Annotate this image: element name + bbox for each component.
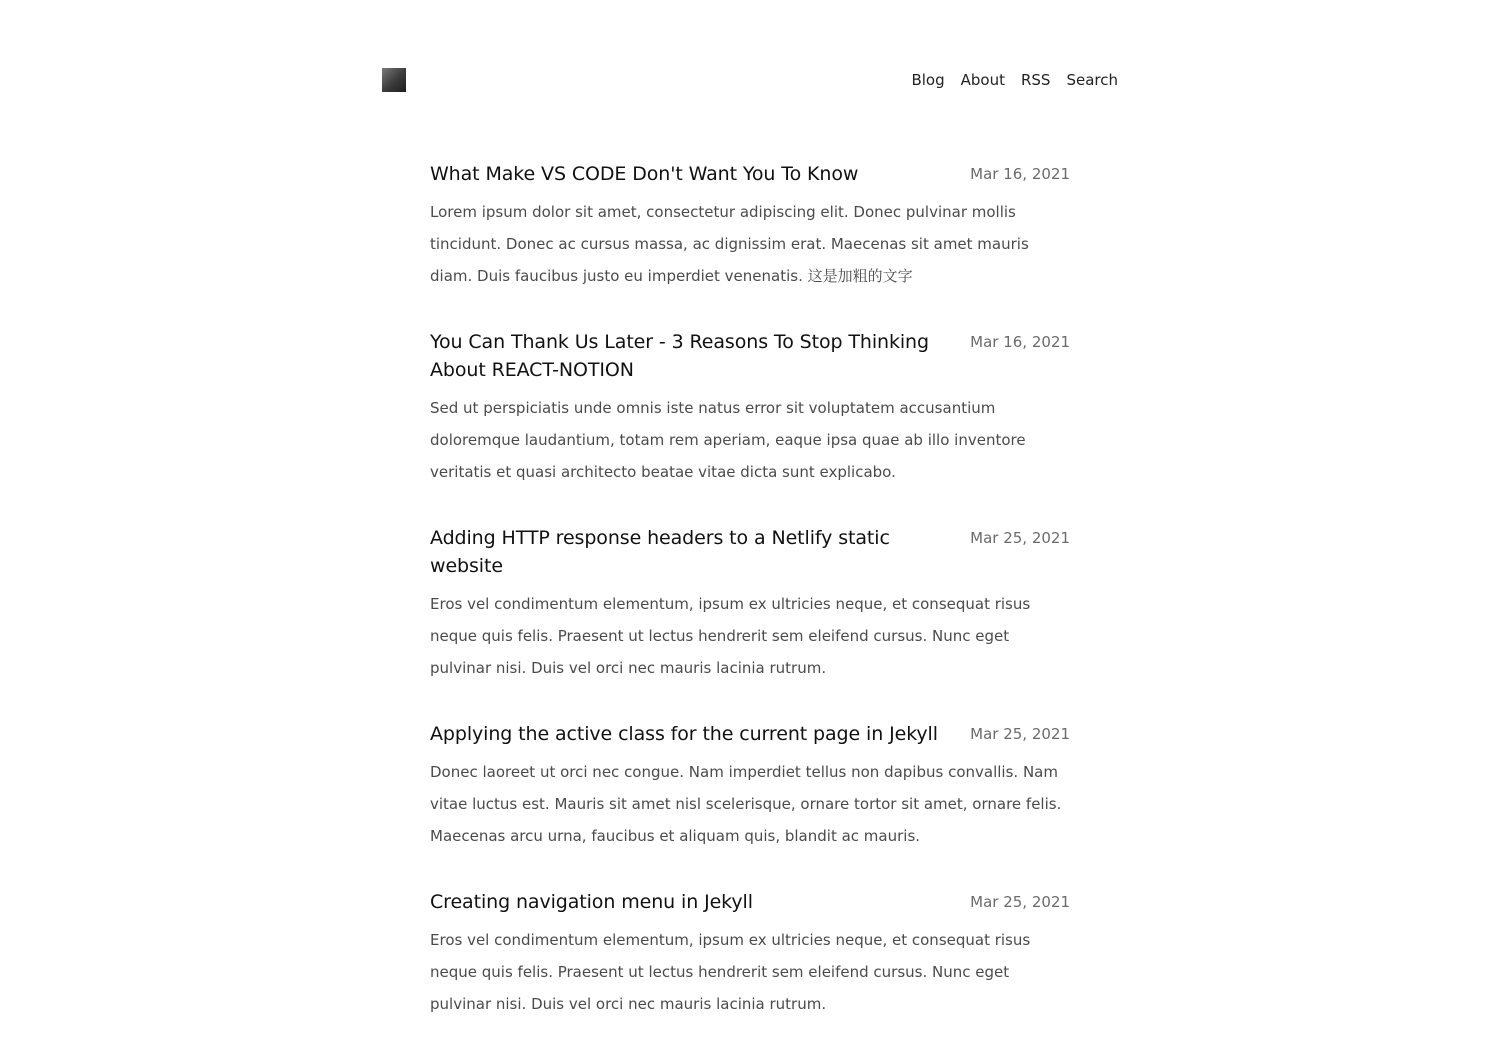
nav-rss-link[interactable]: RSS: [1020, 71, 1051, 89]
post-item: [430, 524, 1070, 684]
site-logo[interactable]: [382, 68, 406, 92]
post-header: [430, 524, 1070, 580]
post-title-link[interactable]: You Can Thank Us Later - 3 Reasons To Stop Thinking About REACT-NOTION: [430, 331, 929, 381]
post-date: Mar 16, 2021: [970, 333, 1070, 351]
site-header: [382, 68, 1118, 92]
nav-search-link[interactable]: Search: [1066, 71, 1118, 89]
post-item: [430, 328, 1070, 488]
post-date: Mar 25, 2021: [970, 529, 1070, 547]
post-item: [430, 160, 1070, 292]
post-date: Mar 25, 2021: [970, 725, 1070, 743]
post-header: [430, 888, 1070, 916]
nav-blog-link[interactable]: Blog: [911, 71, 945, 89]
post-item: [430, 888, 1070, 1020]
post-title-link[interactable]: Creating navigation menu in Jekyll: [430, 891, 753, 913]
post-excerpt: Lorem ipsum dolor sit amet, consectetur adipiscing elit. Donec pulvinar mollis tincidunt. Donec ac cursus massa, ac dignissim erat. Maecenas sit amet mauris diam. Duis faucibus justo eu imperdiet venenatis. 这是加粗的文字: [430, 203, 1029, 285]
nav-about-link[interactable]: About: [960, 71, 1005, 89]
main-nav: [911, 68, 1118, 92]
post-date: Mar 25, 2021: [970, 893, 1070, 911]
post-excerpt: Eros vel condimentum elementum, ipsum ex ultricies neque, et consequat risus neque quis felis. Praesent ut lectus hendrerit sem eleifend cursus. Nunc eget pulvinar nisi. Duis vel orci nec mauris lacinia rutrum.: [430, 931, 1031, 1013]
post-excerpt: Sed ut perspiciatis unde omnis iste natus error sit voluptatem accusantium doloremque laudantium, totam rem aperiam, eaque ipsa quae ab illo inventore veritatis et quasi architecto beatae vitae dicta sunt explicabo.: [430, 399, 1026, 481]
post-header: [430, 160, 1070, 188]
post-header: [430, 328, 1070, 384]
post-title-link[interactable]: Applying the active class for the current page in Jekyll: [430, 723, 938, 745]
post-header: [430, 720, 1070, 748]
post-excerpt: Donec laoreet ut orci nec congue. Nam imperdiet tellus non dapibus convallis. Nam vitae luctus est. Mauris sit amet nisl scelerisque, ornare tortor sit amet, ornare felis. Maecenas arcu urna, faucibus et aliquam quis, blandit ac mauris.: [430, 763, 1062, 845]
post-excerpt: Eros vel condimentum elementum, ipsum ex ultricies neque, et consequat risus neque quis felis. Praesent ut lectus hendrerit sem eleifend cursus. Nunc eget pulvinar nisi. Duis vel orci nec mauris lacinia rutrum.: [430, 595, 1031, 677]
post-title-link[interactable]: Adding HTTP response headers to a Netlify static website: [430, 527, 890, 577]
post-item: [430, 720, 1070, 852]
post-date: Mar 16, 2021: [970, 165, 1070, 183]
post-title-link[interactable]: What Make VS CODE Don't Want You To Know: [430, 163, 859, 185]
post-list: [430, 160, 1070, 1056]
